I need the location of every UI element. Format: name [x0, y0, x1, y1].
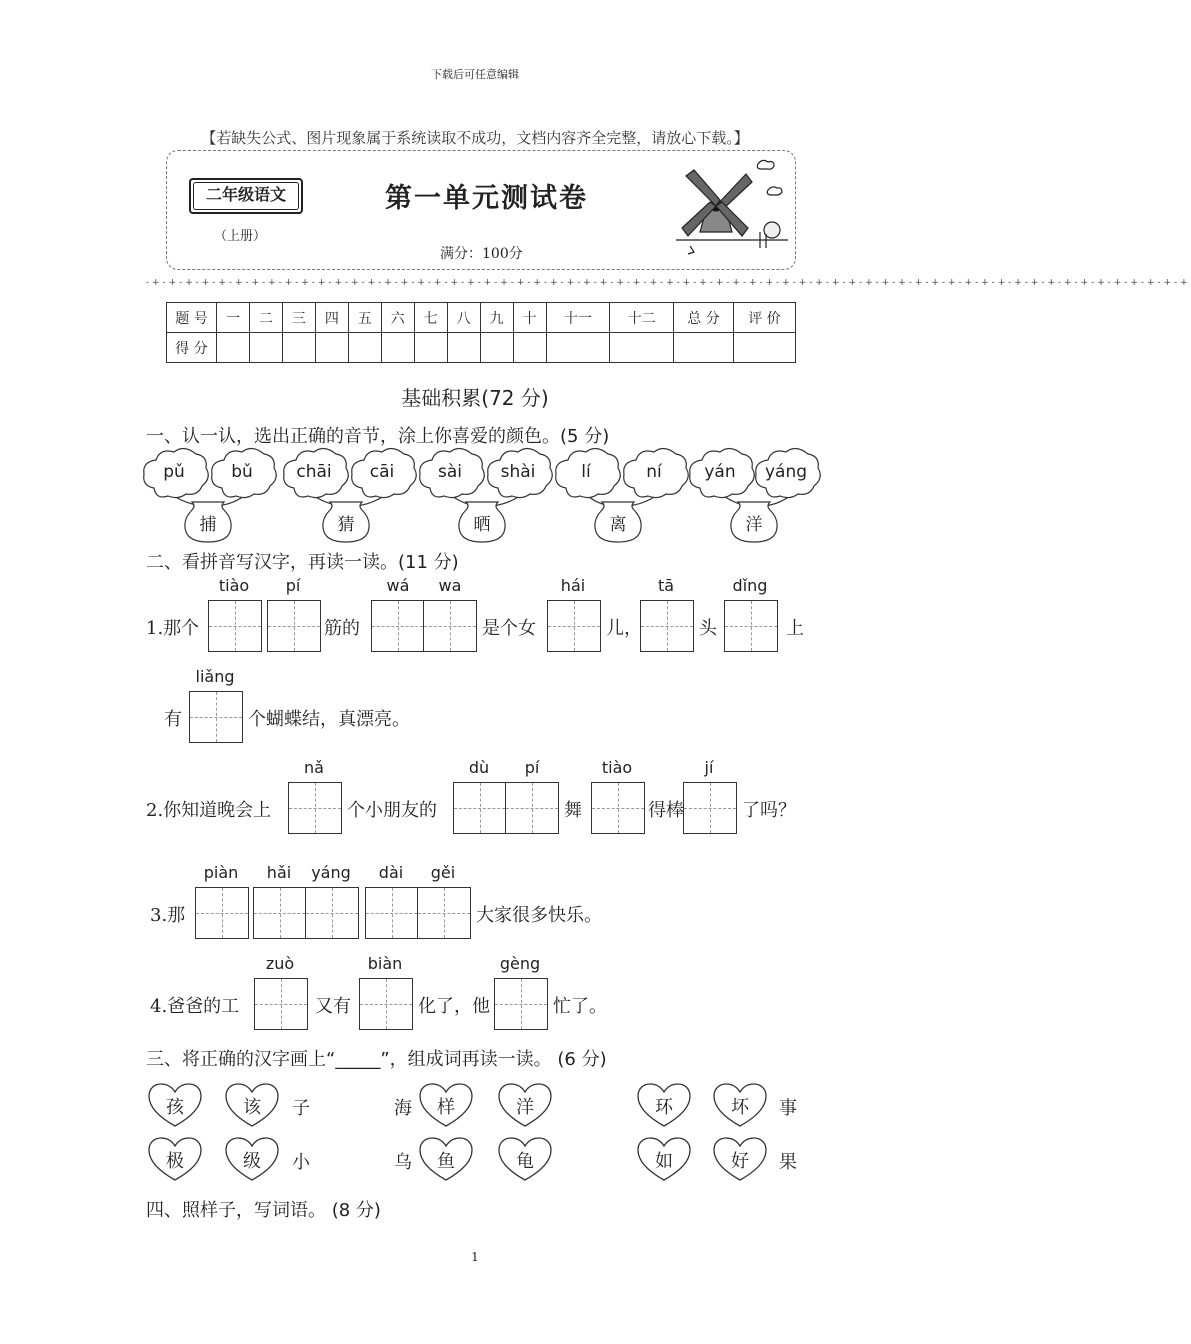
- writing-grid[interactable]: [371, 600, 477, 652]
- cell: 题 号: [167, 303, 217, 333]
- sentence-text: 得棒: [648, 800, 684, 821]
- pinyin-label: pí: [524, 758, 540, 777]
- cell: 六: [381, 303, 414, 333]
- q4-title: 四、照样子，写词语。 (8 分): [146, 1200, 381, 1221]
- pinyin-option[interactable]: shài: [500, 462, 536, 482]
- score-cell[interactable]: [249, 333, 282, 363]
- pinyin-option[interactable]: sài: [438, 462, 462, 482]
- pinyin-label: tiào: [218, 576, 250, 595]
- word-text: 乌: [394, 1152, 412, 1173]
- sentence-text: 个蝴蝶结，真漂亮。: [248, 709, 410, 730]
- char-option[interactable]: 如: [655, 1151, 673, 1172]
- separator: -+-+-+-+-+-+-+-+-+-+-+-+-+-+-+-+-+-+-+-+-+-+-+-+-+-+-+-+-+-+-+-+-+-+-+-+-+-+-+-+-+-+-+-+-+-+-+-+-+-+-+-+-+-+-+-+-+-+-+-+-+-+-+: [146, 278, 1191, 288]
- pot-character: 洋: [745, 515, 763, 535]
- q3-title: 三、将正确的汉字画上“_____”，组成词再读一读。 (6 分): [146, 1049, 607, 1070]
- pinyin-label: tiào: [601, 758, 633, 777]
- writing-grid[interactable]: [189, 691, 243, 743]
- writing-grid[interactable]: [254, 978, 308, 1030]
- pinyin-label: pí: [285, 576, 301, 595]
- sentence-text: 大家很多快乐。: [476, 905, 602, 926]
- char-option[interactable]: 孩: [166, 1097, 184, 1118]
- pinyin-label: jí: [704, 758, 714, 777]
- pinyin-label: dǐng: [732, 576, 768, 595]
- score-cell[interactable]: [734, 333, 796, 363]
- pinyin-label: dù: [468, 758, 490, 777]
- pinyin-label: biàn: [367, 954, 403, 973]
- pinyin-label: gěi: [430, 863, 456, 882]
- pinyin-label: wa: [438, 576, 462, 595]
- volume-label: （上册）: [214, 229, 267, 244]
- score-cell[interactable]: [546, 333, 610, 363]
- char-option[interactable]: 洋: [516, 1097, 534, 1118]
- grade-tag: [189, 178, 303, 214]
- download-notice: 【若缺失公式、图片现象属于系统读取不成功，文档内容齐全完整，请放心下载。】: [201, 129, 749, 147]
- score-cell[interactable]: [414, 333, 447, 363]
- page-number: 1: [471, 1250, 479, 1264]
- writing-grid[interactable]: [724, 600, 778, 652]
- pinyin-label: wá: [386, 576, 410, 595]
- writing-grid[interactable]: [640, 600, 694, 652]
- pinyin-label: zuò: [265, 954, 295, 973]
- sentence-text: 1.那个: [146, 618, 200, 639]
- sentence-text: 又有: [315, 996, 351, 1017]
- cell: 七: [414, 303, 447, 333]
- pinyin-label: yáng: [311, 863, 351, 882]
- writing-grid[interactable]: [453, 782, 559, 834]
- sentence-text: 了吗？: [742, 800, 796, 821]
- score-cell[interactable]: [348, 333, 381, 363]
- windmill-illustration: [676, 156, 788, 262]
- sentence-text: 3.那: [150, 905, 186, 926]
- writing-grid[interactable]: [288, 782, 342, 834]
- word-text: 果: [779, 1152, 797, 1173]
- score-cell[interactable]: [381, 333, 414, 363]
- score-cell[interactable]: [480, 333, 513, 363]
- word-text: 海: [394, 1098, 412, 1119]
- pinyin-option[interactable]: lí: [581, 462, 591, 482]
- pinyin-option[interactable]: bǔ: [231, 462, 253, 482]
- writing-grid[interactable]: [365, 887, 471, 939]
- char-option[interactable]: 好: [731, 1151, 749, 1172]
- cell: 十二: [610, 303, 674, 333]
- cell: 九: [480, 303, 513, 333]
- char-option[interactable]: 样: [437, 1097, 455, 1118]
- word-text: 小: [292, 1152, 310, 1173]
- top-note: 下载后可任意编辑: [431, 68, 519, 81]
- cell: 四: [315, 303, 348, 333]
- full-score: 满分：100分: [440, 246, 523, 262]
- pinyin-label: liǎng: [195, 667, 235, 686]
- pinyin-option[interactable]: yán: [704, 462, 736, 482]
- cell: 五: [348, 303, 381, 333]
- writing-grid[interactable]: [267, 600, 321, 652]
- char-option[interactable]: 坏: [731, 1097, 749, 1118]
- score-table: [166, 302, 796, 363]
- char-option[interactable]: 级: [243, 1151, 261, 1172]
- char-option[interactable]: 鱼: [437, 1151, 455, 1172]
- pot-character: 离: [609, 515, 627, 535]
- sentence-text: 个小朋友的: [347, 800, 437, 821]
- cell: 评 价: [734, 303, 796, 333]
- sentence-text: 4.爸爸的工: [150, 996, 240, 1017]
- pinyin-option[interactable]: chāi: [296, 462, 332, 482]
- grade-label: 二年级语文: [205, 185, 286, 204]
- pinyin-option[interactable]: cāi: [369, 462, 395, 482]
- char-option[interactable]: 极: [166, 1151, 184, 1172]
- pot-character: 猜: [337, 515, 355, 535]
- pinyin-label: tā: [657, 576, 675, 595]
- q2-title: 二、看拼音写汉字，再读一读。(11 分): [146, 552, 459, 573]
- sentence-text: 筋的: [324, 618, 360, 639]
- cell: 三: [282, 303, 315, 333]
- q1-title: 一、认一认，选出正确的音节，涂上你喜爱的颜色。(5 分): [146, 426, 610, 447]
- writing-grid[interactable]: [208, 600, 262, 652]
- score-header-row: [167, 303, 796, 333]
- cell: 十一: [546, 303, 610, 333]
- score-cell[interactable]: [610, 333, 674, 363]
- sentence-text: 有: [164, 709, 182, 730]
- score-cell[interactable]: [282, 333, 315, 363]
- char-option[interactable]: 龟: [516, 1151, 534, 1172]
- cell: 一: [217, 303, 250, 333]
- writing-grid[interactable]: [591, 782, 645, 834]
- score-cell[interactable]: [315, 333, 348, 363]
- score-cell[interactable]: [217, 333, 250, 363]
- char-option[interactable]: 该: [243, 1097, 261, 1118]
- cell: 得 分: [167, 333, 217, 363]
- cell: 十: [513, 303, 546, 333]
- score-value-row: [167, 333, 796, 363]
- sentence-text: 上: [786, 618, 804, 639]
- pinyin-label: gèng: [499, 954, 541, 973]
- score-cell[interactable]: [513, 333, 546, 363]
- writing-grid[interactable]: [195, 887, 249, 939]
- word-text: 子: [292, 1098, 310, 1119]
- pinyin-option[interactable]: ní: [646, 462, 662, 482]
- word-text: 事: [779, 1098, 797, 1119]
- writing-grid[interactable]: [494, 978, 548, 1030]
- score-cell[interactable]: [447, 333, 480, 363]
- pinyin-label: dài: [378, 863, 404, 882]
- score-cell[interactable]: [674, 333, 734, 363]
- writing-grid[interactable]: [547, 600, 601, 652]
- sentence-text: 头: [699, 618, 717, 639]
- sentence-text: 儿，: [606, 618, 642, 639]
- pinyin-label: nǎ: [304, 758, 324, 777]
- sentence-text: 化了，他: [418, 996, 490, 1017]
- section-title: 基础积累(72 分): [401, 386, 549, 410]
- cell: 总 分: [674, 303, 734, 333]
- pinyin-label: piàn: [203, 863, 239, 882]
- writing-grid[interactable]: [253, 887, 359, 939]
- cell: 八: [447, 303, 480, 333]
- sentence-text: 舞: [564, 800, 582, 821]
- page-title: 第一单元测试卷: [385, 183, 588, 214]
- pinyin-option[interactable]: yáng: [764, 462, 808, 482]
- cell: 二: [249, 303, 282, 333]
- sentence-text: 2.你知道晚会上: [146, 800, 272, 821]
- pot-character: 捕: [199, 515, 217, 535]
- pot-character: 晒: [473, 515, 491, 535]
- pinyin-option[interactable]: pǔ: [163, 462, 185, 482]
- pinyin-label: hái: [560, 576, 586, 595]
- writing-grid[interactable]: [359, 978, 413, 1030]
- writing-grid[interactable]: [683, 782, 737, 834]
- char-option[interactable]: 环: [655, 1097, 673, 1118]
- pinyin-label: hǎi: [266, 863, 292, 882]
- sentence-text: 是个女: [482, 618, 536, 639]
- sentence-text: 忙了。: [553, 996, 607, 1017]
